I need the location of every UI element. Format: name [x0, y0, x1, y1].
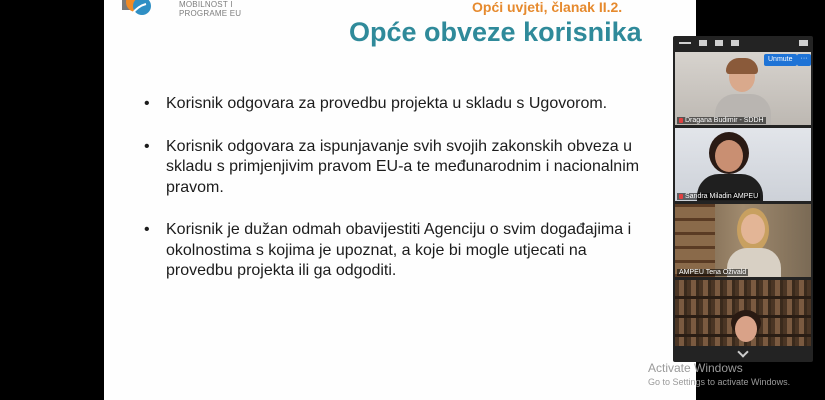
logo-line: PROGRAME EU: [179, 9, 242, 18]
bullet-item: [140, 137, 696, 199]
more-options-button[interactable]: ···: [797, 54, 811, 66]
watermark-subtitle: Go to Settings to activate Windows.: [648, 377, 791, 387]
participant-name: [677, 117, 766, 124]
logo-line: MOBILNOST I: [179, 0, 233, 9]
popout-icon[interactable]: [799, 40, 808, 46]
bullet-dot: •: [144, 221, 150, 238]
bullet-text: [166, 137, 696, 199]
participant-hair: [726, 58, 758, 74]
slide-subtitle: Opći uvjeti, članak II.2.: [472, 0, 623, 15]
bullet-line: Korisnik je dužan odmah obavijestiti Agenciju o svim događajima i: [166, 221, 632, 238]
muted-mic-icon: [679, 194, 683, 199]
bullet-dot: •: [144, 95, 150, 112]
video-gallery-panel[interactable]: [673, 36, 813, 362]
bullet-item: [140, 94, 696, 115]
bullet-line: provedbu projekta ili ga odgoditi.: [166, 262, 397, 279]
bullet-text: [166, 94, 696, 115]
activate-windows-watermark: [648, 361, 790, 389]
chevron-down-icon[interactable]: [737, 346, 748, 357]
participant-head: [741, 214, 765, 244]
participant-tile[interactable]: [675, 204, 811, 277]
gallery-toolbar: [673, 36, 813, 50]
participant-head: [735, 316, 757, 342]
agency-logo-icon: [122, 0, 152, 20]
participant-name-text: Sandra Miladin AMPEU: [685, 193, 759, 200]
bullet-dot: •: [144, 137, 150, 155]
participant-name: [677, 269, 748, 276]
minimize-icon[interactable]: [699, 40, 707, 46]
unmute-button[interactable]: Unmute: [764, 54, 797, 66]
bullet-list: [140, 94, 696, 304]
bullet-line: Korisnik odgovara za ispunjavanje svih svojih zakonskih obveza u: [166, 137, 633, 155]
presentation-slide: [104, 0, 696, 400]
muted-mic-icon: [679, 118, 683, 123]
participant-name-text: AMPEU Tena Oživald: [679, 269, 747, 276]
bullet-text: [166, 220, 696, 282]
bullet-line: okolnostima s kojima je upoznat, a koje bi mogle utjecati na: [166, 241, 587, 259]
gallery-grid-icon[interactable]: [731, 40, 739, 46]
grip-icon[interactable]: [679, 42, 691, 44]
participant-head: [715, 140, 743, 172]
bullet-line: skladu s primjenjivim pravom EU-a te međunarodnim i nacionalnim: [166, 158, 640, 175]
view-icon[interactable]: [715, 40, 723, 46]
participant-tile[interactable]: [675, 52, 811, 125]
slide-title: Opće obveze korisnika: [349, 17, 642, 47]
participant-tile[interactable]: [675, 280, 811, 346]
participant-tile[interactable]: [675, 128, 811, 201]
bullet-line: pravom.: [166, 178, 224, 196]
watermark-title: Activate Windows: [648, 361, 743, 375]
bullet-line: Korisnik odgovara za provedbu projekta u skladu s Ugovorom.: [166, 95, 608, 112]
participant-name-text: Dragana Budimir - SDDH: [685, 117, 764, 124]
participant-name: [677, 193, 760, 200]
bullet-item: [140, 220, 696, 282]
logo-text: [179, 0, 241, 18]
bookshelf: [675, 204, 715, 277]
